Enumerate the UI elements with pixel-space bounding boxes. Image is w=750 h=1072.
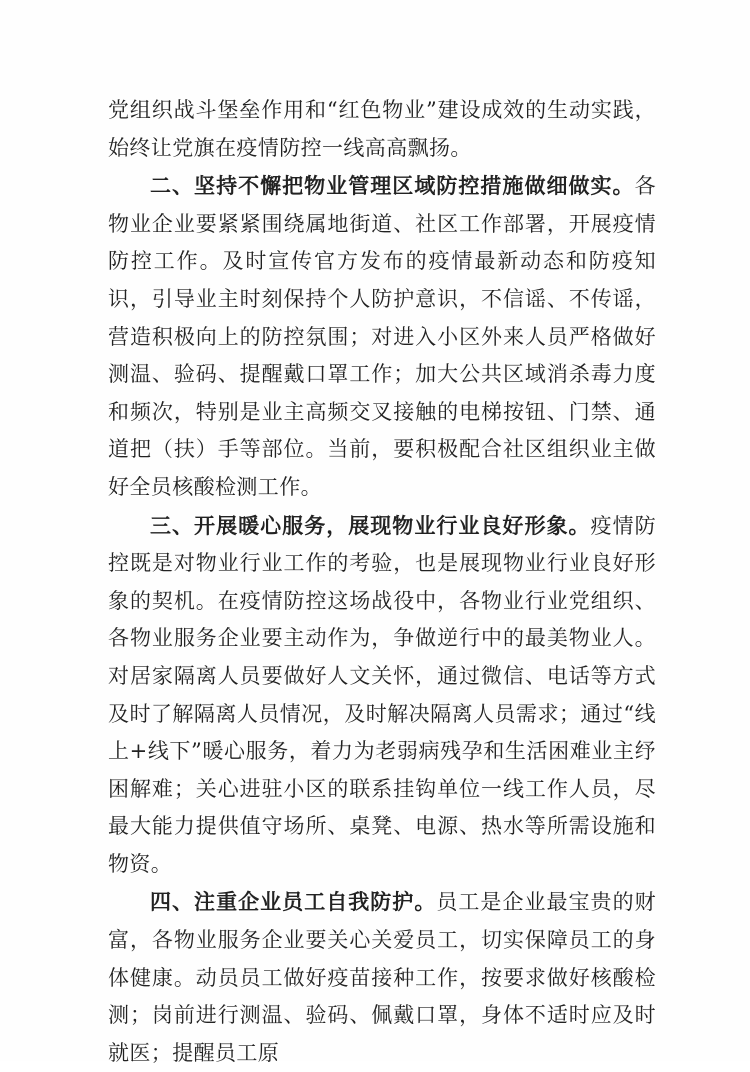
paragraph-text: 党组织战斗堡垒作用和“红色物业”建设成效的生动实践，始终让党旗在疫情防控一线高高飘扬。 [108,98,656,160]
paragraph-text: 员工是企业最宝贵的财富，各物业服务企业要关心关爱员工，切实保障员工的身体健康。动员员工做好疫苗接种工作，按要求做好核酸检测；岗前进行测温、验码、佩戴口罩，身体不适时应及时就医；提醒员工原 [108,890,657,1065]
paragraph-continuation [108,92,656,167]
section-heading: 三、开展暖心服务，展现物业行业良好形象。 [150,512,591,538]
section-heading: 二、坚持不懈把物业管理区域防控措施做细做实。 [150,173,635,199]
paragraph-text: 各物业企业要紧紧围绕属地街道、社区工作部署，开展疫情防控工作。及时宣传官方发布的疫情最新动态和防疫知识，引导业主时刻保持个人防护意识，不信谣、不传谣，营造积极向上的防控氛围；对进入小区外来人员严格做好测温、验码、提醒戴口罩工作；加大公共区域消杀毒力度和频次，特别是业主高频交叉接触的电梯按钮、门禁、通道把（扶）手等部位。当前，要积极配合社区组织业主做好全员核酸检测工作。 [108,174,656,499]
paragraph-section-four [108,883,656,1072]
section-heading: 四、注重企业员工自我防护。 [150,889,437,915]
paragraph-section-two [108,167,656,506]
paragraph-text: 疫情防控既是对物业行业工作的考验，也是展现物业行业良好形象的契机。在疫情防控这场战役中，各物业行业党组织、各物业服务企业要主动作为，争做逆行中的最美物业人。对居家隔离人员要做好人文关怀，通过微信、电话等方式及时了解隔离人员情况，及时解决隔离人员需求；通过“线上+线下”暖心服务，着力为老弱病残孕和生活困难业主纾困解难；关心进驻小区的联系挂钩单位一线工作人员，尽最大能力提供值守场所、桌凳、电源、热水等所需设施和物资。 [108,513,657,876]
document-body [108,92,656,1072]
paragraph-section-three [108,507,656,884]
